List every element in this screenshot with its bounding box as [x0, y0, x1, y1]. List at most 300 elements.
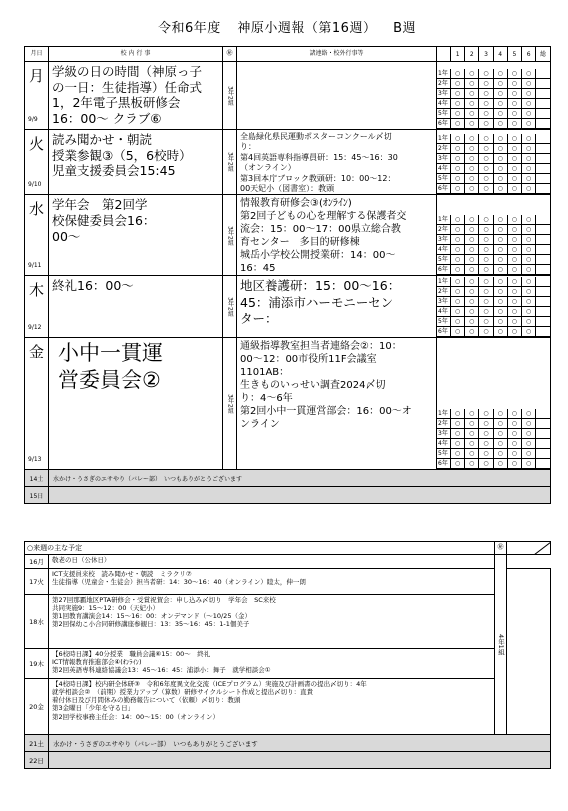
grade-label: 3年 [437, 235, 451, 245]
attendance-cell [437, 338, 551, 470]
attendance-mark: ○ [479, 287, 493, 297]
attendance-mark: ○ [465, 277, 479, 287]
grade-label: 2年 [437, 225, 451, 235]
attendance-total [536, 245, 550, 255]
attendance-mark: ○ [493, 154, 507, 164]
attendance-mark: ○ [451, 235, 465, 245]
attendance-mark: ○ [507, 439, 521, 449]
weekend-text: 水かけ・うさぎのエサやり（バレー部） いつもありがとうございます [49, 470, 551, 487]
attendance-row [437, 184, 550, 194]
school-event-line: 学級の日の時間（神原っ子 [52, 64, 203, 79]
attendance-row [437, 134, 550, 144]
attendance-mark: ○ [465, 144, 479, 154]
attendance-mark: ○ [522, 449, 536, 459]
attendance-total [536, 265, 550, 275]
attendance-total [536, 144, 550, 154]
attendance-row [437, 225, 550, 235]
attendance-row [437, 154, 550, 164]
attendance-mark: ○ [507, 184, 521, 194]
next-weekend-date: 22日 [25, 752, 49, 769]
attendance-mark: ○ [507, 317, 521, 327]
school-event-line: 1，2年電子黒板研修会 [52, 95, 181, 111]
attendance-row [437, 109, 550, 119]
attendance-mark: ○ [493, 459, 507, 469]
next-event-line: 第3金曜日「少年を守る日」 [52, 704, 135, 713]
grade-class-label: 3年2組 [226, 85, 234, 106]
attendance-row [437, 459, 550, 469]
attendance-mark: ○ [522, 215, 536, 225]
attendance-mark: ○ [451, 307, 465, 317]
attendance-total [536, 79, 550, 89]
attendance-mark: ○ [493, 429, 507, 439]
attendance-mark: ○ [479, 174, 493, 184]
attendance-mark: ○ [493, 144, 507, 154]
attendance-mark: ○ [507, 89, 521, 99]
attendance-mark: ○ [479, 119, 493, 129]
attendance-mark: ○ [493, 184, 507, 194]
next-day-events [49, 555, 495, 569]
attendance-mark: ○ [465, 225, 479, 235]
attendance-mark: ○ [465, 245, 479, 255]
attendance-mark: ○ [493, 235, 507, 245]
next-event-line: ICT情報教育推進部会④(ｵﾝﾗｲﾝ) [52, 658, 142, 667]
liaison-line: （オンライン） [240, 163, 296, 173]
school-event-line: 児童支援委員会15:45 [52, 163, 176, 179]
attendance-total [536, 327, 550, 337]
attendance-mark: ○ [451, 144, 465, 154]
attendance-mark: ○ [493, 317, 507, 327]
grade-label: 5年 [437, 317, 451, 327]
attendance-row [437, 265, 550, 275]
attendance-mark: ○ [522, 225, 536, 235]
attendance-mark: ○ [522, 144, 536, 154]
attendance-mark: ○ [493, 215, 507, 225]
attendance-mark: ○ [451, 265, 465, 275]
school-events-cell [49, 62, 223, 130]
day-cell [25, 195, 49, 276]
attendance-mark: ○ [479, 317, 493, 327]
day-cell [25, 130, 49, 195]
attendance-row [437, 439, 550, 449]
attendance-mark: ○ [493, 409, 507, 419]
attendance-mark: ○ [451, 119, 465, 129]
attendance-mark: ○ [493, 89, 507, 99]
attendance-total [536, 429, 550, 439]
weekday-char: 金 [29, 343, 45, 362]
attendance-mark: ○ [465, 429, 479, 439]
next-event-line: 第2回学校事務主任会：14：00～15：00（オンライン） [52, 712, 220, 721]
attendance-grid [437, 409, 550, 469]
attendance-mark: ○ [451, 174, 465, 184]
attendance-mark: ○ [465, 409, 479, 419]
grade-label: 3年 [437, 154, 451, 164]
next-event-line: 第1回教育講演会14：15～16：00：オンデマンド（～10/25（金） [52, 612, 251, 621]
attendance-row [437, 99, 550, 109]
day-row [25, 195, 551, 276]
attendance-row [437, 327, 550, 337]
weekly-schedule-table [24, 46, 551, 504]
attendance-mark: ○ [493, 164, 507, 174]
attendance-mark: ○ [493, 297, 507, 307]
attendance-mark: ○ [507, 327, 521, 337]
school-event-line: 小中一貫運 [58, 341, 163, 366]
grade-label: 4年 [437, 164, 451, 174]
attendance-mark: ○ [451, 225, 465, 235]
attendance-row [437, 215, 550, 225]
header-mark: ㊙ [223, 47, 237, 62]
attendance-mark: ○ [522, 174, 536, 184]
header-grade-cols [437, 47, 551, 62]
diagonal-cell [507, 542, 551, 555]
liaison-line: り： [240, 142, 256, 152]
next-weekend-date: 21土 [25, 735, 49, 752]
attendance-mark: ○ [451, 409, 465, 419]
attendance-mark: ○ [493, 225, 507, 235]
attendance-mark: ○ [493, 174, 507, 184]
next-event-line: 第2回英語専科連絡協議会13：45～16：45：浦添小：舞子 就学相談会① [52, 666, 271, 675]
grade-label: 1年 [437, 69, 451, 79]
day-cell [25, 276, 49, 338]
grade-label: 2年 [437, 144, 451, 154]
attendance-total [536, 119, 550, 129]
attendance-row [437, 144, 550, 154]
attendance-row [437, 69, 550, 79]
attendance-mark: ○ [479, 109, 493, 119]
grade-label: 4年 [437, 307, 451, 317]
school-event-line: 00～ [52, 228, 81, 244]
attendance-mark: ○ [479, 235, 493, 245]
attendance-mark: ○ [507, 79, 521, 89]
attendance-mark: ○ [451, 154, 465, 164]
attendance-mark: ○ [507, 69, 521, 79]
grade-label: 6年 [437, 459, 451, 469]
attendance-mark: ○ [479, 327, 493, 337]
attendance-mark: ○ [465, 134, 479, 144]
attendance-row [437, 245, 550, 255]
attendance-row [437, 419, 550, 429]
attendance-row [437, 287, 550, 297]
liaison-line: 00～12：00市役所11F会議室 [240, 354, 377, 366]
weekday-char: 木 [29, 281, 45, 300]
attendance-mark: ○ [507, 255, 521, 265]
attendance-mark: ○ [507, 449, 521, 459]
attendance-mark: ○ [451, 449, 465, 459]
grade-label: 6年 [437, 265, 451, 275]
attendance-total [536, 419, 550, 429]
liaison-line: 45：浦添市ハーモニーセン [240, 294, 394, 310]
col-total: 総 [536, 47, 550, 61]
school-events-cell [49, 338, 223, 470]
attendance-row [437, 449, 550, 459]
attendance-mark: ○ [507, 265, 521, 275]
next-day-row [25, 555, 551, 569]
attendance-row [437, 317, 550, 327]
grade-label: 5年 [437, 174, 451, 184]
next-week-title: ○来週の主な予定 [25, 542, 495, 555]
attendance-total [536, 174, 550, 184]
attendance-mark: ○ [507, 245, 521, 255]
attendance-mark: ○ [493, 99, 507, 109]
liaison-cell [237, 338, 437, 470]
attendance-mark: ○ [522, 245, 536, 255]
grade-class-label: 3年2組 [226, 394, 234, 414]
attendance-mark: ○ [522, 99, 536, 109]
attendance-mark: ○ [522, 109, 536, 119]
grade-class-cell [223, 130, 237, 195]
attendance-total [536, 215, 550, 225]
grade-label: 3年 [437, 89, 451, 99]
col-4: 4 [493, 47, 507, 61]
attendance-total [536, 109, 550, 119]
attendance-total [536, 69, 550, 79]
attendance-mark: ○ [479, 144, 493, 154]
attendance-mark: ○ [522, 89, 536, 99]
attendance-mark: ○ [507, 164, 521, 174]
day-cell [25, 338, 49, 470]
attendance-mark: ○ [522, 255, 536, 265]
attendance-mark: ○ [479, 154, 493, 164]
attendance-mark: ○ [465, 99, 479, 109]
next-day-events [49, 569, 495, 595]
grade-label: 5年 [437, 255, 451, 265]
day-date: 9/12 [28, 324, 42, 332]
attendance-row [437, 79, 550, 89]
day-row [25, 130, 551, 195]
attendance-mark: ○ [522, 439, 536, 449]
next-day-events [49, 595, 495, 649]
attendance-mark: ○ [522, 419, 536, 429]
attendance-total [536, 307, 550, 317]
next-day-events [49, 649, 495, 679]
attendance-total [536, 235, 550, 245]
attendance-mark: ○ [479, 439, 493, 449]
next-day-row [25, 679, 551, 735]
next-day-date: 20金 [25, 679, 49, 735]
attendance-mark: ○ [522, 184, 536, 194]
attendance-mark: ○ [479, 134, 493, 144]
title-week: B週 [393, 21, 417, 36]
attendance-mark: ○ [451, 429, 465, 439]
attendance-mark: ○ [465, 119, 479, 129]
attendance-mark: ○ [451, 277, 465, 287]
attendance-mark: ○ [507, 109, 521, 119]
attendance-mark: ○ [479, 255, 493, 265]
grade-label: 1年 [437, 134, 451, 144]
attendance-total [536, 99, 550, 109]
attendance-mark: ○ [465, 79, 479, 89]
next-event-line: 生徒指導（児童会・生徒会）担当者研：14：30～16：40（オンライン）睦太，伸一朗 [52, 578, 306, 587]
attendance-mark: ○ [507, 307, 521, 317]
attendance-mark: ○ [507, 99, 521, 109]
grade-class-label: 3年2組 [226, 152, 234, 172]
attendance-mark: ○ [479, 164, 493, 174]
attendance-grid [437, 69, 550, 129]
attendance-mark: ○ [465, 109, 479, 119]
attendance-mark: ○ [451, 245, 465, 255]
attendance-cell [437, 276, 551, 338]
attendance-mark: ○ [465, 184, 479, 194]
attendance-mark: ○ [451, 184, 465, 194]
attendance-row [437, 277, 550, 287]
attendance-mark: ○ [451, 109, 465, 119]
attendance-mark: ○ [507, 277, 521, 287]
attendance-mark: ○ [522, 409, 536, 419]
attendance-row [437, 164, 550, 174]
attendance-cell [437, 62, 551, 130]
attendance-mark: ○ [465, 215, 479, 225]
attendance-mark: ○ [465, 439, 479, 449]
attendance-total [536, 409, 550, 419]
report-title [24, 16, 550, 42]
next-day-date: 19木 [25, 649, 49, 679]
attendance-mark: ○ [479, 184, 493, 194]
next-event-line: 【6校時日課】40分授業 職員会議⑥15：00～ 終礼 [52, 650, 211, 658]
col-3: 3 [479, 47, 493, 61]
attendance-mark: ○ [479, 99, 493, 109]
schedule-header [25, 47, 551, 62]
weekday-char: 水 [29, 200, 45, 219]
next-day-date: 16月 [25, 555, 49, 569]
attendance-mark: ○ [493, 79, 507, 89]
liaison-line: 16：45 [240, 263, 276, 275]
school-event-line: 営委員会② [58, 367, 161, 392]
school-events-cell [49, 130, 223, 195]
grade-class-cell [223, 195, 237, 276]
next-day-date: 17火 [25, 569, 49, 595]
day-date: 9/13 [28, 456, 42, 464]
next-grade-cell [495, 555, 507, 735]
next-weekend-row [25, 752, 551, 769]
attendance-mark: ○ [465, 154, 479, 164]
attendance-row [437, 119, 550, 129]
attendance-mark: ○ [465, 327, 479, 337]
school-event-line: 学年会 第2回学 [52, 197, 148, 213]
attendance-mark: ○ [493, 265, 507, 275]
attendance-mark: ○ [451, 297, 465, 307]
next-week-table [24, 541, 551, 769]
liaison-cell [237, 62, 437, 130]
attendance-mark: ○ [493, 449, 507, 459]
attendance-mark: ○ [507, 215, 521, 225]
attendance-mark: ○ [507, 409, 521, 419]
school-events-cell [49, 276, 223, 338]
next-blank-cell [507, 569, 551, 735]
attendance-mark: ○ [479, 459, 493, 469]
title-school: 神原小週報（第16週） [237, 21, 377, 36]
diagonal-line [507, 542, 551, 555]
attendance-mark: ○ [493, 109, 507, 119]
attendance-mark: ○ [465, 265, 479, 275]
next-day-row [25, 649, 551, 679]
attendance-mark: ○ [451, 164, 465, 174]
attendance-row [437, 429, 550, 439]
attendance-mark: ○ [451, 287, 465, 297]
grade-class-cell [223, 338, 237, 470]
attendance-mark: ○ [507, 174, 521, 184]
header-liaison: 諸連絡・校外行事等 [237, 47, 437, 62]
grade-label: 4年 [437, 439, 451, 449]
liaison-line: ター： [240, 310, 278, 326]
liaison-line: 1101AB： [240, 367, 290, 379]
attendance-mark: ○ [493, 277, 507, 287]
attendance-mark: ○ [479, 409, 493, 419]
school-event-line: 校保健委員会16： [52, 212, 156, 228]
attendance-total [536, 459, 550, 469]
liaison-line: 通級指導教室担当者連絡会②：10： [240, 341, 402, 353]
grade-label: 6年 [437, 119, 451, 129]
attendance-mark: ○ [507, 459, 521, 469]
attendance-mark: ○ [451, 459, 465, 469]
next-event-line: 敬老の日（公休日） [52, 556, 111, 564]
col-2: 2 [465, 47, 479, 61]
next-weekend-text: 水かけ・うさぎのエサやり（バレー部） いつもありがとうございます [49, 735, 551, 752]
attendance-mark: ○ [507, 134, 521, 144]
liaison-line: 生きものいっせい調査2024〆切 [240, 380, 386, 392]
attendance-mark: ○ [522, 429, 536, 439]
attendance-mark: ○ [451, 99, 465, 109]
next-day-row [25, 569, 551, 595]
attendance-mark: ○ [522, 164, 536, 174]
attendance-mark: ○ [522, 327, 536, 337]
liaison-line: 地区養護研：15：00～16： [240, 278, 401, 294]
attendance-row [437, 174, 550, 184]
attendance-mark: ○ [479, 215, 493, 225]
attendance-mark: ○ [465, 69, 479, 79]
attendance-mark: ○ [522, 134, 536, 144]
liaison-line: ンライン [240, 419, 280, 431]
next-mark: ㊙ [495, 542, 507, 555]
attendance-mark: ○ [522, 265, 536, 275]
next-weekend-text [49, 752, 551, 769]
attendance-mark: ○ [522, 119, 536, 129]
attendance-cell [437, 195, 551, 276]
attendance-mark: ○ [479, 449, 493, 459]
attendance-mark: ○ [522, 79, 536, 89]
attendance-mark: ○ [479, 265, 493, 275]
attendance-total [536, 439, 550, 449]
col-1: 1 [451, 47, 465, 61]
attendance-mark: ○ [507, 235, 521, 245]
school-event-line: 16：00～ クラブ⑥ [52, 110, 162, 126]
attendance-mark: ○ [522, 297, 536, 307]
next-event-line: 【4校時日課】校内研全体研③ 令和6年度異文化交流（ICEプログラム）実施及び計画書の提出〆切り：4年 [52, 680, 367, 688]
attendance-grid [437, 277, 550, 337]
day-date: 9/10 [28, 181, 42, 189]
next-day-row [25, 595, 551, 649]
attendance-mark: ○ [479, 277, 493, 287]
attendance-mark: ○ [451, 215, 465, 225]
attendance-mark: ○ [451, 134, 465, 144]
grade-label: 3年 [437, 297, 451, 307]
attendance-mark: ○ [507, 419, 521, 429]
attendance-mark: ○ [479, 79, 493, 89]
day-row [25, 62, 551, 130]
attendance-mark: ○ [451, 69, 465, 79]
header-date: 月日 [25, 47, 49, 62]
liaison-line: り：4～6年 [240, 393, 293, 405]
grade-label: 1年 [437, 409, 451, 419]
attendance-mark: ○ [507, 144, 521, 154]
attendance-mark: ○ [479, 89, 493, 99]
attendance-total [536, 184, 550, 194]
attendance-mark: ○ [451, 327, 465, 337]
attendance-mark: ○ [522, 459, 536, 469]
next-event-line: 第27回那覇地区PTA研修会・受賞祝賀会：申し込み〆切り 学年会 SC来校 [52, 596, 276, 604]
school-event-line: の一日：生徒指導）任命式 [52, 79, 203, 95]
attendance-mark: ○ [479, 297, 493, 307]
attendance-row [437, 235, 550, 245]
grade-label: 4年 [437, 99, 451, 109]
